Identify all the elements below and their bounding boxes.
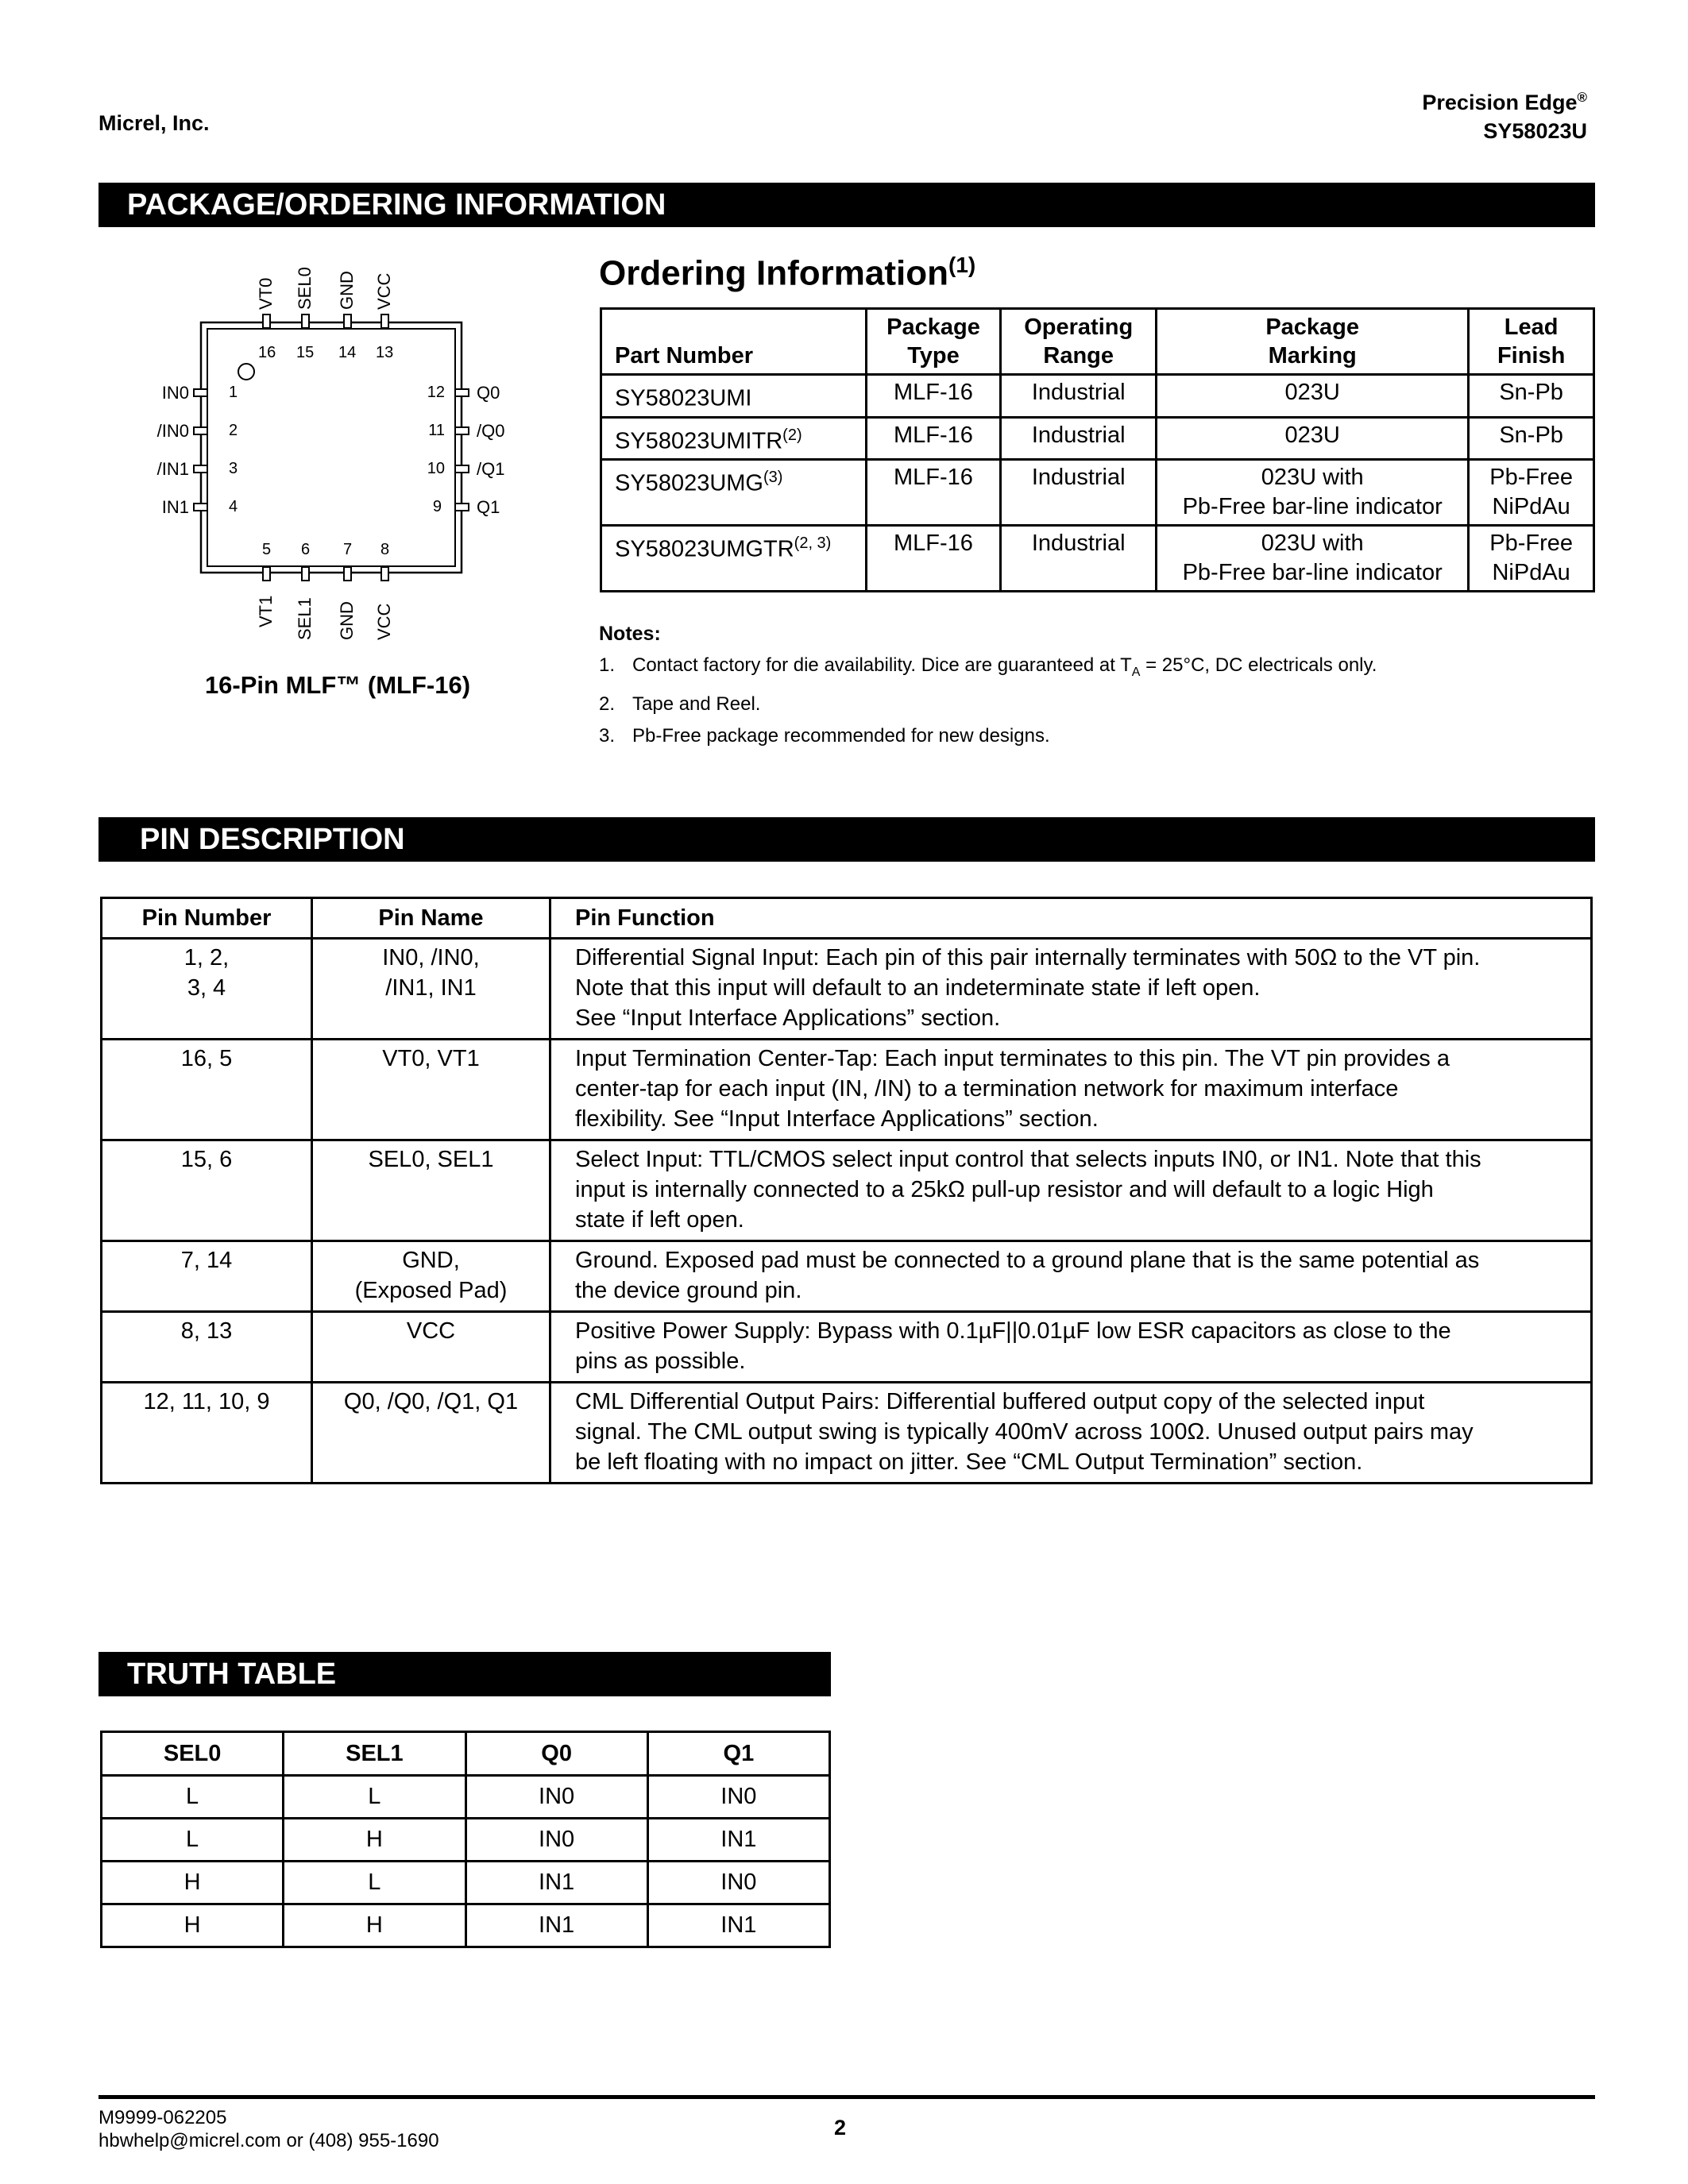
ordering-header-marking: Package Marking [1157,309,1469,375]
header-right [1422,83,1587,145]
ordering-table [600,307,1595,592]
pin-name-top-3: GND [337,271,357,310]
pin-num-9: 9 [432,498,442,515]
note-item: 2. Tape and Reel. [599,693,761,715]
pin-name-bottom-4: VCC [374,603,394,640]
page-number: 2 [834,2116,847,2140]
pin-num-16: 16 [258,344,276,361]
ordering-title-text: Ordering Information [599,253,948,293]
pin-num-13: 13 [376,344,394,361]
pin-num-2: 2 [229,422,238,439]
ordering-header-finish: Lead Finish [1469,309,1594,375]
pin-num-1: 1 [229,384,238,401]
table-row: L L IN0 IN0 [102,1776,830,1819]
section-truth-table: TRUTH TABLE [98,1652,831,1696]
table-row: 16, 5 VT0, VT1 Input Termination Center-Tap: Each input terminates to this pin. The VT pin provides a center-tap for each input (IN, /IN) to a termination network for maximum interface flexibility. See “Input Interface Applications” section. [102,1040,1592,1140]
table-row: SY58023UMI MLF-16 Industrial 023U Sn-Pb [601,375,1594,418]
pin-name-top-4: VCC [374,272,394,310]
notes-heading: Notes: [599,623,661,645]
table-row: 12, 11, 10, 9 Q0, /Q0, /Q1, Q1 CML Differential Output Pairs: Differential buffered output copy of the selected input signal. The CML output swing is typically 400mV across 100Ω. Unused output pairs may be left floating with no impact on jitter. See “CML Output Termination” section. [102,1383,1592,1484]
section-package-ordering: PACKAGE/ORDERING INFORMATION [98,183,1595,227]
footer-divider [98,2095,1595,2099]
pin-num-5: 5 [262,541,272,558]
pin-num-7: 7 [343,541,353,558]
pin-name-left-3: /IN1 [156,459,189,479]
table-row: 15, 6 SEL0, SEL1 Select Input: TTL/CMOS select input control that selects inputs IN0, or IN1. Note that this input is internally connected to a 25kΩ pull-up resistor and will default to a logic High state if left open. [102,1140,1592,1241]
pin-name-left-4: IN1 [161,497,189,517]
package-caption: 16-Pin MLF™ (MLF-16) [204,671,471,699]
table-row: H H IN1 IN1 [102,1904,830,1947]
pin-header-function: Pin Function [550,898,1592,939]
pin-name-bottom-1: VT1 [256,595,276,627]
pin-name-left-1: IN0 [161,383,189,403]
pin-num-4: 4 [229,498,238,515]
pin-header-name: Pin Name [312,898,550,939]
table-row: H L IN1 IN0 [102,1862,830,1904]
ordering-header-type: Package Type [866,309,1001,375]
pin-name-right-4: Q1 [477,497,500,517]
truth-table [100,1731,831,1948]
truth-header-row: SEL0 SEL1 Q0 Q1 [102,1732,830,1776]
ordering-title-note: (1) [948,253,976,277]
pin-num-10: 10 [427,460,445,477]
pin-description-table [100,897,1593,1484]
table-row: SY58023UMG$^{(3)}$ MLF-16 Industrial 023U with Pb-Free bar-line indicator Pb-Free NiPdAu [601,460,1594,526]
ordering-header-row [601,309,1594,375]
pin-num-11: 11 [428,422,445,439]
pin-num-3: 3 [229,460,238,477]
product-line: Precision Edge [1422,91,1578,114]
pin-name-bottom-2: SEL1 [295,597,315,640]
table-row: SY58023UMITR$^{(2)}$ MLF-16 Industrial 023U Sn-Pb [601,417,1594,460]
pin-header-number: Pin Number [102,898,312,939]
pin-name-top-1: VT0 [256,277,276,310]
table-row: 1, 2, 3, 4 IN0, /IN0, /IN1, IN1 Differential Signal Input: Each pin of this pair internally terminates with 50Ω to the VT pin. Note that this input will default to an indeterminate state if left open. See “Input Interface Applications” section. [102,939,1592,1040]
pin-num-6: 6 [301,541,311,558]
ordering-title [599,253,975,294]
footer-left [98,2106,439,2152]
package-diagram [156,262,556,699]
pin-num-15: 15 [296,344,315,361]
note-item: 3. Pb-Free package recommended for new designs. [599,724,1050,747]
table-row: SY58023UMGTR$^{(2, 3)}$ MLF-16 Industrial 023U with Pb-Free bar-line indicator Pb-Free NiPdAu [601,526,1594,592]
note-item: 1. Contact factory for die availability. Dice are guaranteed at $T_A = 25^\circ C$, DC electricals only. [599,654,1377,679]
registered-mark: ® [1577,90,1587,105]
pin-name-top-2: SEL0 [295,267,315,310]
pin-num-12: 12 [427,384,445,401]
pin-name-right-2: /Q0 [477,421,505,441]
pin-name-left-2: /IN0 [156,421,189,441]
ordering-notes [599,618,1377,752]
pin-name-right-1: Q0 [477,383,500,403]
pin-name-right-3: /Q1 [477,459,505,479]
ordering-header-part: Part Number [601,309,867,375]
pin-header-row [102,898,1592,939]
table-row: L H IN0 IN1 [102,1819,830,1862]
pin-num-14: 14 [338,344,357,361]
contact-info: hbwhelp@micrel.com or (408) 955-1690 [98,2130,439,2151]
ordering-header-range: Operating Range [1001,309,1157,375]
table-row: 7, 14 GND, (Exposed Pad) Ground. Exposed pad must be connected to a ground plane that is the same potential as the device ground pin. [102,1241,1592,1312]
table-row: 8, 13 VCC Positive Power Supply: Bypass with 0.1µF||0.01µF low ESR capacitors as close to the pins as possible. [102,1312,1592,1383]
section-pin-description: PIN DESCRIPTION [98,817,1595,862]
part-number: SY58023U [1483,119,1587,143]
pin-num-8: 8 [380,541,390,558]
company-name: Micrel, Inc. [98,111,210,135]
doc-number: M9999-062205 [98,2107,227,2128]
pin-name-bottom-3: GND [337,601,357,640]
